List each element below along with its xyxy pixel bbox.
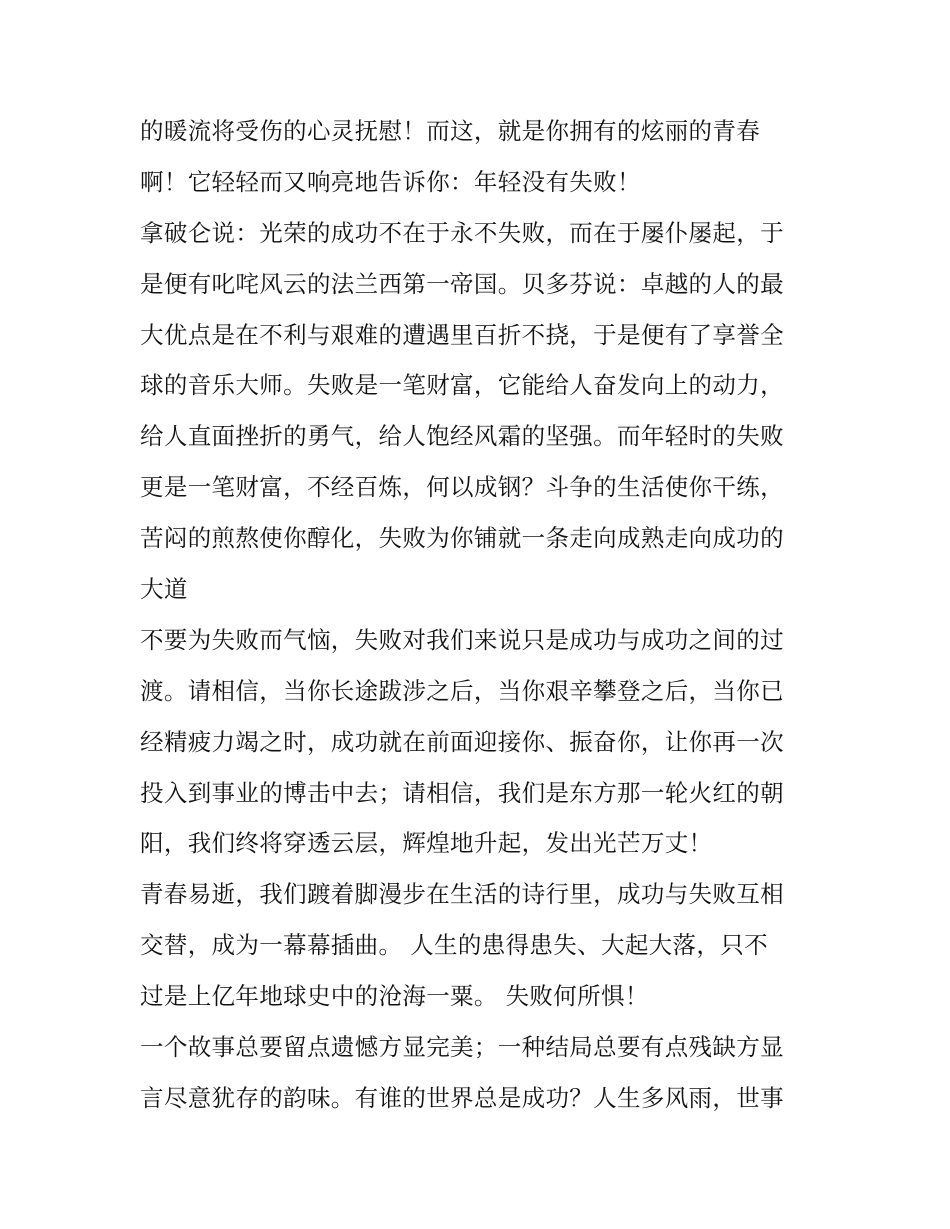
- text-line: 拿破仑说：光荣的成功不在于永不失败，而在于屡仆屡起，于: [140, 218, 784, 247]
- text-line: 一个故事总要留点遗憾方显完美；一种结局总要有点残缺方显: [140, 1033, 784, 1062]
- text-line: 啊！它轻轻而又响亮地告诉你：年轻没有失败！: [140, 167, 641, 196]
- text-line: 投入到事业的博击中去；请相信，我们是东方那一轮火红的朝: [140, 778, 784, 807]
- text-line: 是便有叱咤风云的法兰西第一帝国。贝多芬说：卓越的人的最: [140, 269, 784, 298]
- text-line: 大道: [140, 575, 188, 604]
- text-line: 更是一笔财富，不经百炼，何以成钢？斗争的生活使你干练，: [140, 473, 784, 502]
- text-line: 过是上亿年地球史中的沧海一粟。 失败何所惧！: [140, 982, 649, 1011]
- text-line: 渡。请相信，当你长途跋涉之后，当你艰辛攀登之后，当你已: [140, 676, 784, 705]
- document-body: [140, 106, 812, 1124]
- text-line: 球的音乐大师。失败是一笔财富，它能给人奋发向上的动力，: [140, 371, 784, 400]
- text-line: 不要为失败而气恼，失败对我们来说只是成功与成功之间的过: [140, 625, 784, 654]
- text-line: 苦闷的煎熬使你醇化，失败为你铺就一条走向成熟走向成功的: [140, 524, 784, 553]
- text-line: 大优点是在不利与艰难的遭遇里百折不挠，于是便有了享誉全: [140, 320, 784, 349]
- text-line: 交替，成为一幕幕插曲。 人生的患得患失、大起大落，只不: [140, 931, 768, 960]
- text-line: 言尽意犹存的韵味。有谁的世界总是成功？人生多风雨，世事: [140, 1083, 784, 1112]
- text-line: 经精疲力竭之时，成功就在前面迎接你、振奋你，让你再一次: [140, 727, 784, 756]
- text-line: 给人直面挫折的勇气，给人饱经风霜的坚强。而年轻时的失败: [140, 422, 784, 451]
- text-line: 阳，我们终将穿透云层，辉煌地升起，发出光芒万丈！: [140, 829, 713, 858]
- text-line: 的暖流将受伤的心灵抚慰！而这，就是你拥有的炫丽的青春: [140, 117, 761, 145]
- text-line: 青春易逝，我们踱着脚漫步在生活的诗行里，成功与失败互相: [140, 880, 784, 909]
